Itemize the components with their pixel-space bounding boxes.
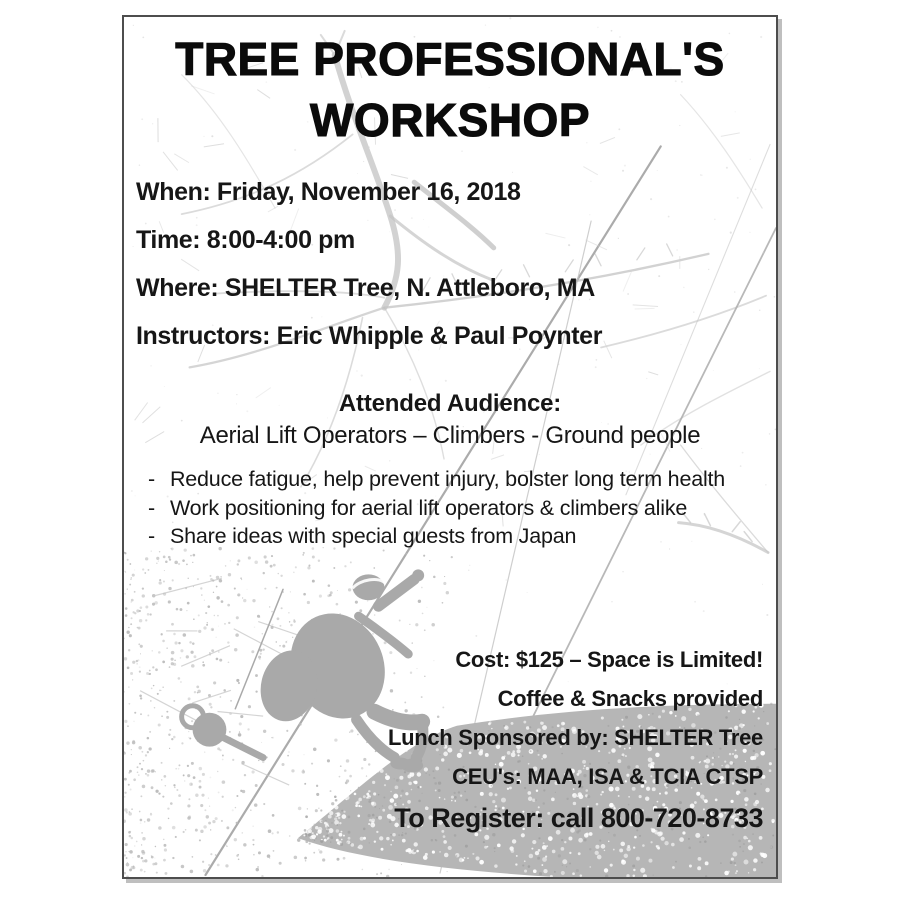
cost-line: Cost: $125 – Space is Limited! (455, 647, 763, 672)
highlight-item (148, 465, 725, 494)
audience-groups: Aerial Lift Operators – Climbers - Ground people (199, 422, 701, 449)
highlight-item (148, 522, 725, 551)
bullet-dash: - (148, 495, 155, 520)
flyer-title (124, 29, 776, 151)
title-line-2: WORKSHOP (310, 94, 590, 146)
lunch-line: Lunch Sponsored by: SHELTER Tree (387, 725, 763, 750)
audience-heading: Attended Audience: (338, 390, 562, 417)
workshop-flyer (122, 15, 778, 879)
coffee-line: Coffee & Snacks provided (497, 686, 763, 711)
highlight-text: Reduce fatigue, help prevent injury, bolster long term health (169, 467, 726, 491)
highlight-item (148, 494, 725, 523)
detail-line-time: Time: 8:00-4:00 pm (136, 226, 355, 254)
detail-line-where: Where: SHELTER Tree, N. Attleboro, MA (136, 274, 595, 302)
detail-line-when: When: Friday, November 16, 2018 (136, 178, 521, 206)
highlight-text: Work positioning for aerial lift operators & climbers alike (169, 495, 688, 520)
event-details (136, 178, 764, 370)
event-info-block (388, 647, 763, 846)
bullet-dash: - (148, 467, 155, 491)
highlights-list (148, 465, 725, 551)
flyer-content (124, 17, 776, 877)
bullet-dash: - (148, 524, 155, 548)
highlight-text: Share ideas with special guests from Japan (169, 524, 577, 548)
register-line: To Register: call 800-720-8733 (394, 803, 763, 833)
audience-section (124, 390, 776, 449)
title-line-1: TREE PROFESSIONAL'S (175, 33, 725, 85)
detail-line-instructors: Instructors: Eric Whipple & Paul Poynter (136, 322, 603, 350)
ceu-line: CEU's: MAA, ISA & TCIA CTSP (452, 764, 763, 789)
